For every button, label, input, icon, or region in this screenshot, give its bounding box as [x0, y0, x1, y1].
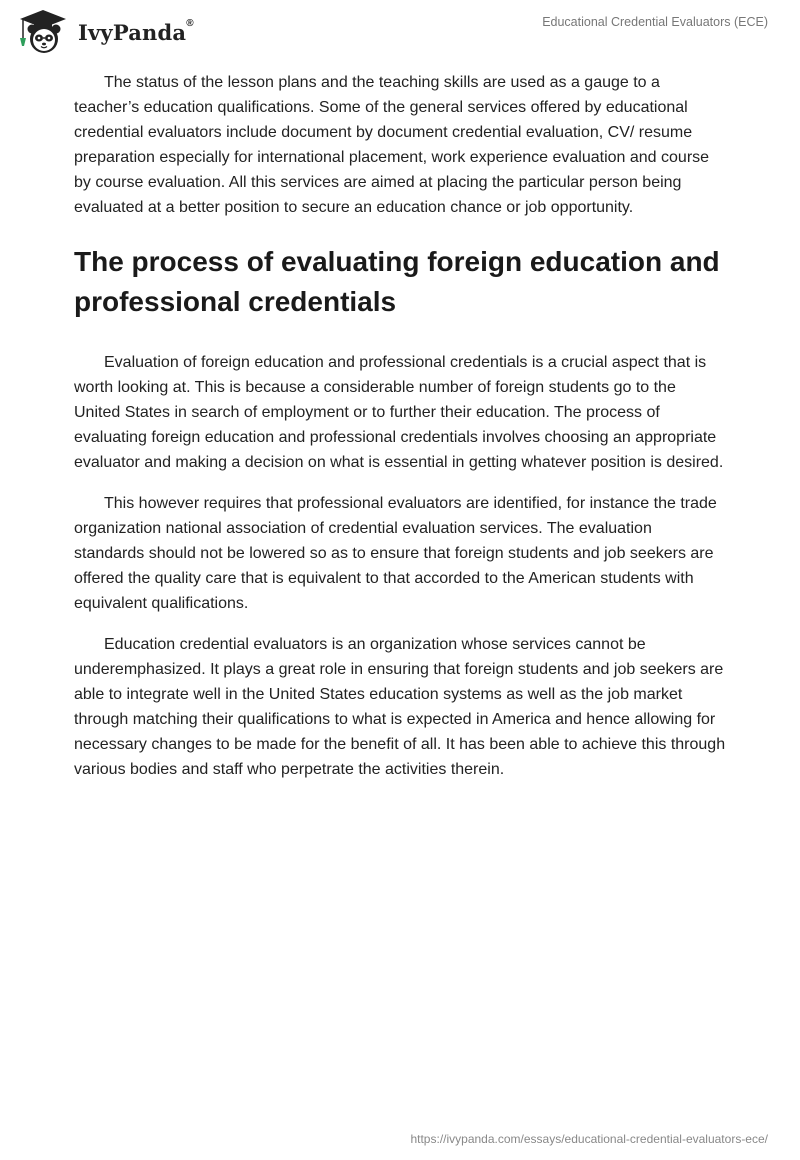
page-header [0, 0, 800, 64]
registered-mark: ® [186, 17, 194, 29]
paragraph-4: Education credential evaluators is an organization whose services cannot be underemphasized. It plays a great role in ensuring that foreign students and job seekers are able to integrate well in the United States education systems as well as the job market through matching their qualifications to what is expected in America and hence allowing for necessary changes to be made for the benefit of all. It has been able to achieve this through various bodies and staff who perpetrate the activities therein. [74, 636, 726, 778]
brand-name: IvyPanda® [78, 17, 194, 45]
paragraph-3: This however requires that professional evaluators are identified, for instance the trade organization national association of credential evaluation services. The evaluation standards should not be lowered so as to ensure that foreign students and job seekers are offered the quality care that is equivalent to that accorded to the American students with equivalent qualifications. [74, 495, 717, 612]
panda-graduate-icon [14, 8, 72, 56]
section-heading: The process of evaluating foreign education and professional credentials [74, 246, 720, 317]
essay-content [74, 70, 726, 798]
source-url[interactable]: https://ivypanda.com/essays/educational-credential-evaluators-ece/ [410, 1132, 768, 1146]
paragraph-1: The status of the lesson plans and the teaching skills are used as a gauge to a teacher’s education qualifications. Some of the general services offered by educational credential evaluators include document by document credential evaluation, CV/ resume preparation especially for international placement, work experience evaluation and course by course evaluation. All this services are aimed at placing the particular person being evaluated at a better position to secure an education chance or job opportunity. [74, 74, 710, 216]
paragraph-2: Evaluation of foreign education and professional credentials is a crucial aspect that is worth looking at. This is because a considerable number of foreign students go to the United States in search of employment or to further their education. The process of evaluating foreign education and professional credentials involves choosing an appropriate evaluator and making a decision on what is essential in getting whatever position is desired. [74, 354, 724, 471]
document-title: Educational Credential Evaluators (ECE) [542, 15, 768, 29]
ivypanda-logo[interactable] [14, 8, 194, 56]
